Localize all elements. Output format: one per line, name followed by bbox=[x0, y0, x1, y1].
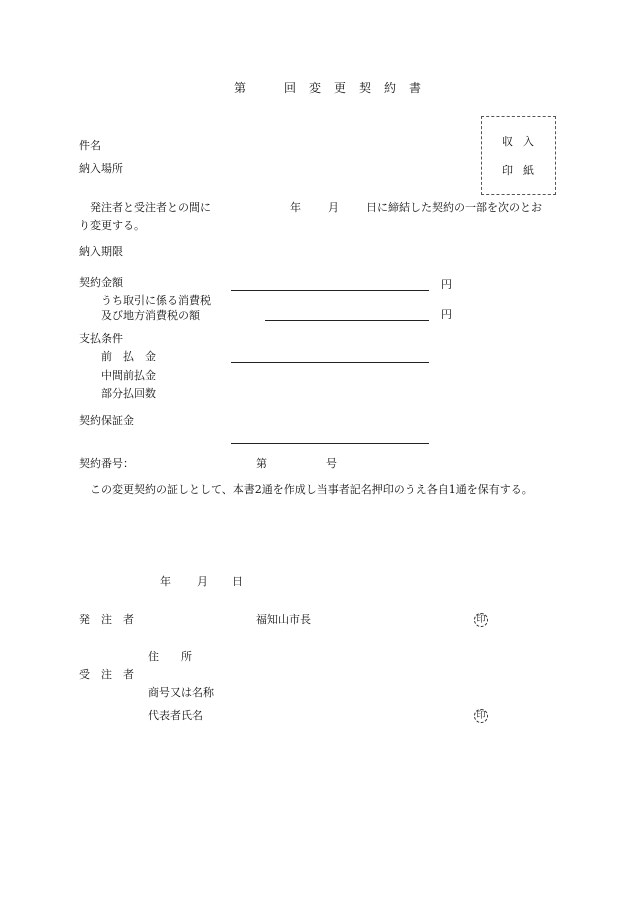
contractor-address-label: 住 所 bbox=[148, 650, 192, 663]
intro-text-2: 日に締結した契約の一部を次のとお bbox=[366, 201, 542, 214]
contract-number-dai: 第 bbox=[256, 457, 267, 470]
date-month: 月 bbox=[197, 575, 208, 588]
partial-label: 部分払回数 bbox=[101, 387, 156, 400]
orderer-seal-icon: 印 bbox=[474, 613, 488, 627]
date-day: 日 bbox=[232, 575, 243, 588]
contract-amount-line bbox=[231, 290, 429, 291]
tax-label-2: 及び地方消費税の額 bbox=[101, 309, 200, 322]
orderer-name: 福知山市長 bbox=[256, 613, 311, 626]
intro-month: 月 bbox=[328, 201, 339, 214]
contractor-rep-label: 代表者氏名 bbox=[148, 709, 203, 722]
guarantee-line bbox=[231, 443, 429, 444]
stamp-label-2: 印紙 bbox=[502, 164, 544, 177]
tax-label-1: うち取引に係る消費税 bbox=[101, 294, 211, 307]
stamp-label-1: 収入 bbox=[502, 135, 544, 148]
intro-text-3: り変更する。 bbox=[79, 219, 145, 232]
contract-amount-label: 契約金額 bbox=[79, 276, 123, 289]
revenue-stamp-box bbox=[481, 116, 556, 195]
delivery-place-label: 納入場所 bbox=[79, 162, 123, 175]
date-year: 年 bbox=[160, 575, 171, 588]
delivery-deadline-label: 納入期限 bbox=[79, 245, 123, 258]
tax-amount-yen: 円 bbox=[441, 308, 452, 321]
contractor-label: 受 注 者 bbox=[79, 668, 134, 681]
intro-year: 年 bbox=[290, 201, 301, 214]
document-title: 第 回変更契約書 bbox=[234, 81, 435, 95]
contract-amount-yen: 円 bbox=[441, 278, 452, 291]
orderer-label: 発 注 者 bbox=[79, 613, 134, 626]
advance-line bbox=[231, 362, 429, 363]
tax-amount-line bbox=[265, 320, 429, 321]
contractor-seal-icon: 印 bbox=[474, 709, 488, 723]
advance-label: 前 払 金 bbox=[101, 350, 156, 363]
subject-label: 件名 bbox=[79, 139, 101, 152]
intro-text-1: 発注者と受注者との間に bbox=[90, 201, 211, 214]
contract-number-label: 契約番号： bbox=[79, 457, 134, 470]
interim-label: 中間前払金 bbox=[101, 369, 156, 382]
closing-statement: この変更契約の証しとして、本書2通を作成し当事者記名押印のうえ各自1通を保有する。 bbox=[90, 483, 533, 496]
contractor-company-label: 商号又は名称 bbox=[148, 686, 214, 699]
payment-terms-label: 支払条件 bbox=[79, 332, 123, 345]
guarantee-label: 契約保証金 bbox=[79, 414, 134, 427]
contract-number-gou: 号 bbox=[326, 457, 337, 470]
